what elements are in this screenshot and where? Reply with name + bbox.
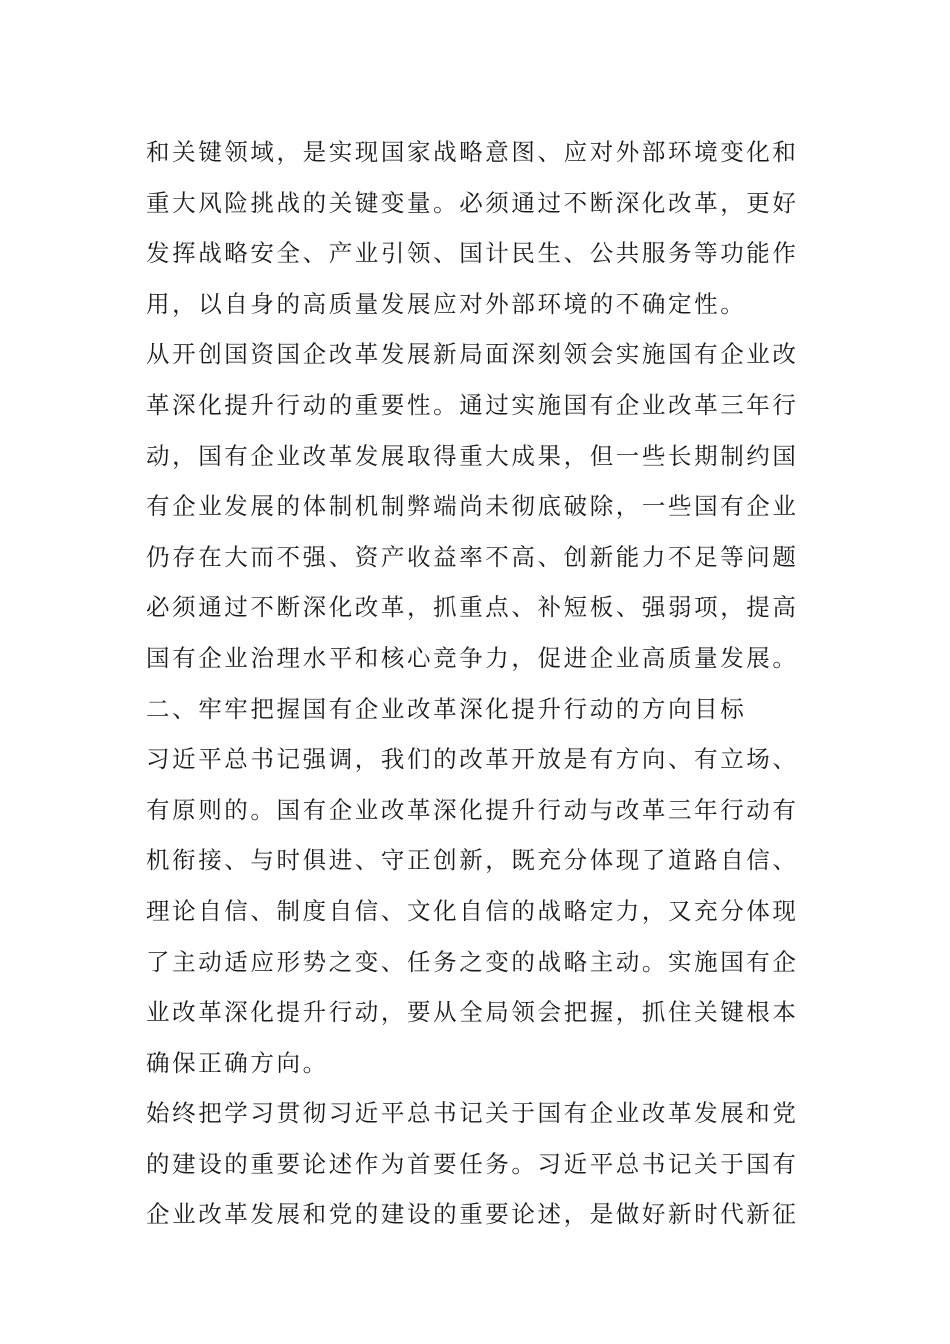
text-line-20: 始终把学习贯彻习近平总书记关于国有企业改革发展和党 (146, 1099, 799, 1128)
text-line-13: 习近平总书记强调，我们的改革开放是有方向、有立场、 (146, 745, 799, 774)
text-line-10: 必须通过不断深化改革，抓重点、补短板、强弱项，提高 (146, 593, 799, 622)
section-heading: 二、牢牢把握国有企业改革深化提升行动的方向目标 (146, 694, 747, 723)
body-text (146, 127, 816, 1240)
text-line-6: 革深化提升行动的重要性。通过实施国有企业改革三年行 (146, 390, 799, 419)
text-line-4: 用，以自身的高质量发展应对外部环境的不确定性。 (146, 289, 747, 318)
text-line-2: 重大风险挑战的关键变量。必须通过不断深化改革，更好 (146, 188, 799, 217)
text-line-22: 企业改革发展和党的建设的重要论述，是做好新时代新征 (146, 1200, 799, 1229)
text-line-5: 从开创国资国企改革发展新局面深刻领会实施国有企业改 (146, 340, 799, 369)
text-line-3: 发挥战略安全、产业引领、国计民生、公共服务等功能作 (146, 239, 799, 268)
text-line-15: 机衔接、与时俱进、守正创新，既充分体现了道路自信、 (146, 846, 799, 875)
text-line-7: 动，国有企业改革发展取得重大成果，但一些长期制约国 (146, 441, 799, 470)
text-line-19: 确保正确方向。 (146, 1048, 329, 1077)
text-line-1: 和关键领域，是实现国家战略意图、应对外部环境变化和 (146, 138, 799, 166)
text-line-18: 业改革深化提升行动，要从全局领会把握，抓住关键根本 (146, 998, 799, 1027)
text-line-11: 国有企业治理水平和核心竞争力，促进企业高质量发展。 (146, 643, 799, 672)
text-line-14: 有原则的。国有企业改革深化提升行动与改革三年行动有 (146, 795, 799, 824)
text-line-9: 仍存在大而不强、资产收益率不高、创新能力不足等问题 (146, 542, 799, 571)
text-line-17: 了主动适应形势之变、任务之变的战略主动。实施国有企 (146, 947, 799, 976)
text-line-16: 理论自信、制度自信、文化自信的战略定力，又充分体现 (146, 896, 799, 925)
text-line-21: 的建设的重要论述作为首要任务。习近平总书记关于国有 (146, 1149, 799, 1178)
text-line-8: 有企业发展的体制机制弊端尚未彻底破除，一些国有企业 (146, 492, 799, 521)
